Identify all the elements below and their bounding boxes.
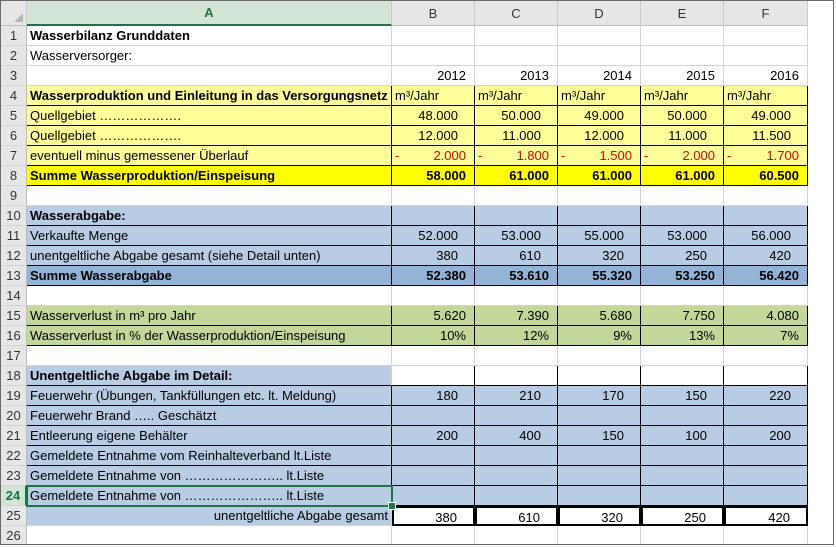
row-header-18[interactable]: 18 bbox=[1, 366, 27, 386]
select-all-corner[interactable] bbox=[1, 1, 27, 26]
cell-c13[interactable]: 53.610 bbox=[475, 266, 558, 286]
cell-e6[interactable]: 11.000 bbox=[641, 126, 724, 146]
cell-c24[interactable] bbox=[475, 486, 558, 506]
cell-e25[interactable]: 250 bbox=[641, 506, 724, 526]
cell-e4[interactable]: m³/Jahr bbox=[641, 86, 724, 106]
minus-sign: - bbox=[478, 148, 483, 163]
cell-f18[interactable] bbox=[724, 366, 808, 386]
cell-a19[interactable]: Feuerwehr (Übungen, Tankfüllungen etc. lt. Meldung) bbox=[27, 386, 392, 406]
cell-c9[interactable] bbox=[475, 186, 558, 206]
row-header-24[interactable]: 24 bbox=[1, 486, 27, 506]
cell-b3[interactable]: 2012 bbox=[392, 66, 475, 86]
cell-d2[interactable] bbox=[558, 46, 641, 66]
cell-f14[interactable] bbox=[724, 286, 808, 306]
row-header-13[interactable]: 13 bbox=[1, 266, 27, 286]
row-header-8[interactable]: 8 bbox=[1, 166, 27, 186]
cell-b14[interactable] bbox=[392, 286, 475, 306]
cell-a10[interactable]: Wasserabgabe: bbox=[27, 206, 392, 226]
cell-c21[interactable]: 400 bbox=[475, 426, 558, 446]
cell-d8[interactable]: 61.000 bbox=[558, 166, 641, 186]
cell-a24[interactable]: Gemeldete Entnahme von ………………….. lt.Liste bbox=[27, 486, 392, 506]
cell-b9[interactable] bbox=[392, 186, 475, 206]
cell-c23[interactable] bbox=[475, 466, 558, 486]
cell-d1[interactable] bbox=[558, 26, 641, 46]
cell-a26[interactable] bbox=[27, 526, 392, 545]
cell-c6[interactable]: 11.000 bbox=[475, 126, 558, 146]
cell-b13[interactable]: 52.380 bbox=[392, 266, 475, 286]
cell-b5[interactable]: 48.000 bbox=[392, 106, 475, 126]
cell-c19[interactable]: 210 bbox=[475, 386, 558, 406]
cell-c12[interactable]: 610 bbox=[475, 246, 558, 266]
cell-c17[interactable] bbox=[475, 346, 558, 366]
cell-f12[interactable]: 420 bbox=[724, 246, 808, 266]
column-header-c[interactable]: C bbox=[475, 1, 558, 26]
cell-d16[interactable]: 9% bbox=[558, 326, 641, 346]
cell-b2[interactable] bbox=[392, 46, 475, 66]
cell-a8[interactable]: Summe Wasserproduktion/Einspeisung bbox=[27, 166, 392, 186]
cell-a4[interactable]: Wasserproduktion und Einleitung in das Versorgungsnetz bbox=[27, 86, 392, 106]
cell-c18[interactable] bbox=[475, 366, 558, 386]
cell-a12[interactable]: unentgeltliche Abgabe gesamt (siehe Detail unten) bbox=[27, 246, 392, 266]
cell-d5[interactable]: 49.000 bbox=[558, 106, 641, 126]
cell-b26[interactable] bbox=[392, 526, 475, 545]
cell-b8[interactable]: 58.000 bbox=[392, 166, 475, 186]
column-header-a[interactable]: A bbox=[27, 1, 392, 26]
cell-e24[interactable] bbox=[641, 486, 724, 506]
cell-f26[interactable] bbox=[724, 526, 808, 545]
cell-e12[interactable]: 250 bbox=[641, 246, 724, 266]
cell-d15[interactable]: 5.680 bbox=[558, 306, 641, 326]
cell-e13[interactable]: 53.250 bbox=[641, 266, 724, 286]
negative-value: 1.800 bbox=[516, 148, 549, 163]
row-header-14[interactable]: 14 bbox=[1, 286, 27, 306]
cell-b15[interactable]: 5.620 bbox=[392, 306, 475, 326]
cell-a13[interactable]: Summe Wasserabgabe bbox=[27, 266, 392, 286]
cell-f19[interactable]: 220 bbox=[724, 386, 808, 406]
negative-value: 1.700 bbox=[766, 148, 799, 163]
negative-value: 2.000 bbox=[682, 148, 715, 163]
cell-d21[interactable]: 150 bbox=[558, 426, 641, 446]
cell-d17[interactable] bbox=[558, 346, 641, 366]
cell-d20[interactable] bbox=[558, 406, 641, 426]
cell-f2[interactable] bbox=[724, 46, 808, 66]
cell-d18[interactable] bbox=[558, 366, 641, 386]
cell-e8[interactable]: 61.000 bbox=[641, 166, 724, 186]
row-header-23[interactable]: 23 bbox=[1, 466, 27, 486]
cell-d19[interactable]: 170 bbox=[558, 386, 641, 406]
row-header-16[interactable]: 16 bbox=[1, 326, 27, 346]
cell-f23[interactable] bbox=[724, 466, 808, 486]
row-header-6[interactable]: 6 bbox=[1, 126, 27, 146]
cell-d24[interactable] bbox=[558, 486, 641, 506]
cell-e9[interactable] bbox=[641, 186, 724, 206]
row-header-2[interactable]: 2 bbox=[1, 46, 27, 66]
cell-b21[interactable]: 200 bbox=[392, 426, 475, 446]
cell-a1[interactable]: Wasserbilanz Grunddaten bbox=[27, 26, 392, 46]
cell-e2[interactable] bbox=[641, 46, 724, 66]
cell-d12[interactable]: 320 bbox=[558, 246, 641, 266]
cell-e23[interactable] bbox=[641, 466, 724, 486]
cell-d22[interactable] bbox=[558, 446, 641, 466]
cell-b24[interactable] bbox=[392, 486, 475, 506]
cell-b16[interactable]: 10% bbox=[392, 326, 475, 346]
cell-e7[interactable] bbox=[641, 146, 724, 166]
cell-e11[interactable]: 53.000 bbox=[641, 226, 724, 246]
cell-b6[interactable]: 12.000 bbox=[392, 126, 475, 146]
cell-f6[interactable]: 11.500 bbox=[724, 126, 808, 146]
cell-b10[interactable] bbox=[392, 206, 475, 226]
row-header-17[interactable]: 17 bbox=[1, 346, 27, 366]
cell-a11[interactable]: Verkaufte Menge bbox=[27, 226, 392, 246]
cell-c11[interactable]: 53.000 bbox=[475, 226, 558, 246]
cell-e14[interactable] bbox=[641, 286, 724, 306]
cell-a17[interactable] bbox=[27, 346, 392, 366]
cell-a22[interactable]: Gemeldete Entnahme vom Reinhalteverband lt.Liste bbox=[27, 446, 392, 466]
cell-d10[interactable] bbox=[558, 206, 641, 226]
cell-d9[interactable] bbox=[558, 186, 641, 206]
cell-f8[interactable]: 60.500 bbox=[724, 166, 808, 186]
row-header-21[interactable]: 21 bbox=[1, 426, 27, 446]
cell-e19[interactable]: 150 bbox=[641, 386, 724, 406]
cell-e5[interactable]: 50.000 bbox=[641, 106, 724, 126]
cell-c25[interactable]: 610 bbox=[475, 506, 558, 526]
cell-f9[interactable] bbox=[724, 186, 808, 206]
cell-c15[interactable]: 7.390 bbox=[475, 306, 558, 326]
minus-sign: - bbox=[727, 148, 732, 163]
cell-b19[interactable]: 180 bbox=[392, 386, 475, 406]
cell-a21[interactable]: Entleerung eigene Behälter bbox=[27, 426, 392, 446]
cell-a3[interactable] bbox=[27, 66, 392, 86]
cell-e22[interactable] bbox=[641, 446, 724, 466]
cell-b17[interactable] bbox=[392, 346, 475, 366]
cell-e20[interactable] bbox=[641, 406, 724, 426]
cell-b12[interactable]: 380 bbox=[392, 246, 475, 266]
cell-b7[interactable] bbox=[392, 146, 475, 166]
cell-c26[interactable] bbox=[475, 526, 558, 545]
row-header-15[interactable]: 15 bbox=[1, 306, 27, 326]
cell-b22[interactable] bbox=[392, 446, 475, 466]
row-header-20[interactable]: 20 bbox=[1, 406, 27, 426]
cell-f10[interactable] bbox=[724, 206, 808, 226]
cell-c5[interactable]: 50.000 bbox=[475, 106, 558, 126]
cell-a20[interactable]: Feuerwehr Brand ….. Geschätzt bbox=[27, 406, 392, 426]
row-header-19[interactable]: 19 bbox=[1, 386, 27, 406]
negative-value: 1.500 bbox=[599, 148, 632, 163]
cell-d3[interactable]: 2014 bbox=[558, 66, 641, 86]
cell-b11[interactable]: 52.000 bbox=[392, 226, 475, 246]
cell-b25[interactable]: 380 bbox=[392, 506, 475, 526]
row-header-9[interactable]: 9 bbox=[1, 186, 27, 206]
cell-b1[interactable] bbox=[392, 26, 475, 46]
cell-a23[interactable]: Gemeldete Entnahme von ………………….. lt.Liste bbox=[27, 466, 392, 486]
cell-e1[interactable] bbox=[641, 26, 724, 46]
cell-e10[interactable] bbox=[641, 206, 724, 226]
cell-c8[interactable]: 61.000 bbox=[475, 166, 558, 186]
cell-f16[interactable]: 7% bbox=[724, 326, 808, 346]
cell-f3[interactable]: 2016 bbox=[724, 66, 808, 86]
cell-e3[interactable]: 2015 bbox=[641, 66, 724, 86]
minus-sign: - bbox=[395, 148, 400, 163]
cell-d13[interactable]: 55.320 bbox=[558, 266, 641, 286]
row-header-22[interactable]: 22 bbox=[1, 446, 27, 466]
cell-d26[interactable] bbox=[558, 526, 641, 545]
cell-c20[interactable] bbox=[475, 406, 558, 426]
column-header-e[interactable]: E bbox=[641, 1, 724, 26]
cell-c7[interactable] bbox=[475, 146, 558, 166]
cell-e15[interactable]: 7.750 bbox=[641, 306, 724, 326]
row-header-4[interactable]: 4 bbox=[1, 86, 27, 106]
cell-c10[interactable] bbox=[475, 206, 558, 226]
cell-d11[interactable]: 55.000 bbox=[558, 226, 641, 246]
cell-c22[interactable] bbox=[475, 446, 558, 466]
cell-c2[interactable] bbox=[475, 46, 558, 66]
cell-a25[interactable]: unentgeltliche Abgabe gesamt bbox=[27, 506, 392, 526]
row-header-10[interactable]: 10 bbox=[1, 206, 27, 226]
cell-b20[interactable] bbox=[392, 406, 475, 426]
cell-f25[interactable]: 420 bbox=[724, 506, 808, 526]
row-header-7[interactable]: 7 bbox=[1, 146, 27, 166]
cell-f11[interactable]: 56.000 bbox=[724, 226, 808, 246]
cell-b18[interactable] bbox=[392, 366, 475, 386]
cell-a6[interactable]: Quellgebiet ………………. bbox=[27, 126, 392, 146]
cell-d23[interactable] bbox=[558, 466, 641, 486]
cell-f15[interactable]: 4.080 bbox=[724, 306, 808, 326]
cell-f21[interactable]: 200 bbox=[724, 426, 808, 446]
cell-f22[interactable] bbox=[724, 446, 808, 466]
column-header-f[interactable]: F bbox=[724, 1, 808, 26]
cell-f20[interactable] bbox=[724, 406, 808, 426]
fill-handle[interactable] bbox=[388, 502, 396, 510]
cell-f13[interactable]: 56.420 bbox=[724, 266, 808, 286]
cell-b23[interactable] bbox=[392, 466, 475, 486]
row-header-25[interactable]: 25 bbox=[1, 506, 27, 526]
cell-a5[interactable]: Quellgebiet ………………. bbox=[27, 106, 392, 126]
cell-a14[interactable] bbox=[27, 286, 392, 306]
cell-c14[interactable] bbox=[475, 286, 558, 306]
cell-f24[interactable] bbox=[724, 486, 808, 506]
column-header-b[interactable]: B bbox=[392, 1, 475, 26]
row-header-5[interactable]: 5 bbox=[1, 106, 27, 126]
cell-d6[interactable]: 12.000 bbox=[558, 126, 641, 146]
cell-c1[interactable] bbox=[475, 26, 558, 46]
cell-d14[interactable] bbox=[558, 286, 641, 306]
cell-a9[interactable] bbox=[27, 186, 392, 206]
cell-c3[interactable]: 2013 bbox=[475, 66, 558, 86]
cell-c4[interactable]: m³/Jahr bbox=[475, 86, 558, 106]
cell-e21[interactable]: 100 bbox=[641, 426, 724, 446]
column-header-d[interactable]: D bbox=[558, 1, 641, 26]
cell-f7[interactable] bbox=[724, 146, 808, 166]
negative-value: 2.000 bbox=[433, 148, 466, 163]
cell-f5[interactable]: 49.000 bbox=[724, 106, 808, 126]
row-header-12[interactable]: 12 bbox=[1, 246, 27, 266]
cell-d7[interactable] bbox=[558, 146, 641, 166]
cell-e16[interactable]: 13% bbox=[641, 326, 724, 346]
cell-a15[interactable]: Wasserverlust in m³ pro Jahr bbox=[27, 306, 392, 326]
row-header-3[interactable]: 3 bbox=[1, 66, 27, 86]
cell-a18[interactable]: Unentgeltliche Abgabe im Detail: bbox=[27, 366, 392, 386]
row-header-1[interactable]: 1 bbox=[1, 26, 27, 46]
cell-a16[interactable]: Wasserverlust in % der Wasserproduktion/Einspeisung bbox=[27, 326, 392, 346]
cell-e17[interactable] bbox=[641, 346, 724, 366]
row-header-26[interactable]: 26 bbox=[1, 526, 27, 545]
cell-e26[interactable] bbox=[641, 526, 724, 545]
cell-d25[interactable]: 320 bbox=[558, 506, 641, 526]
cell-d4[interactable]: m³/Jahr bbox=[558, 86, 641, 106]
row-header-11[interactable]: 11 bbox=[1, 226, 27, 246]
minus-sign: - bbox=[644, 148, 649, 163]
cell-c16[interactable]: 12% bbox=[475, 326, 558, 346]
cell-e18[interactable] bbox=[641, 366, 724, 386]
cell-f17[interactable] bbox=[724, 346, 808, 366]
cell-a7[interactable]: eventuell minus gemessener Überlauf bbox=[27, 146, 392, 166]
cell-f1[interactable] bbox=[724, 26, 808, 46]
cell-f4[interactable]: m³/Jahr bbox=[724, 86, 808, 106]
minus-sign: - bbox=[561, 148, 566, 163]
cell-a2[interactable]: Wasserversorger: bbox=[27, 46, 392, 66]
cell-b4[interactable]: m³/Jahr bbox=[392, 86, 475, 106]
